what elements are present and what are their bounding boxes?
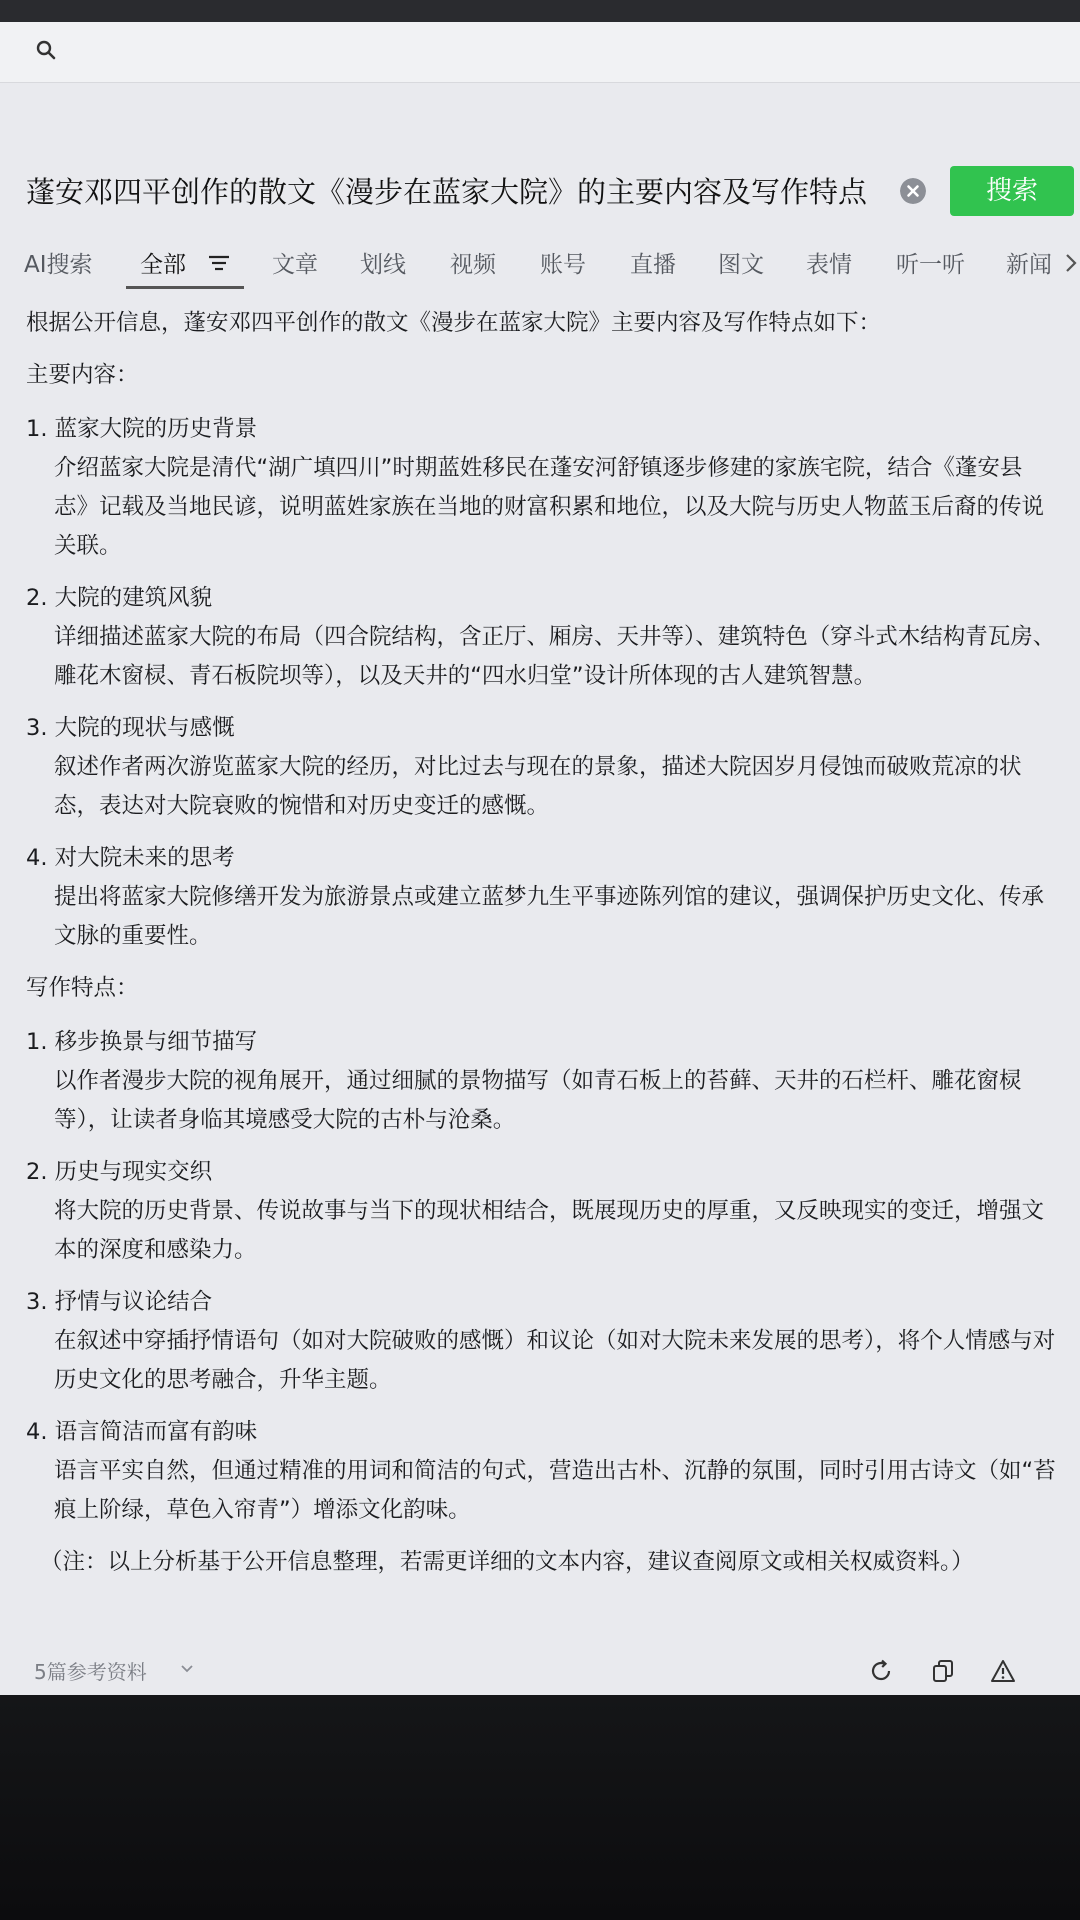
list-item [26,1026,1056,1140]
list-item [26,1156,1056,1270]
list-item-body: 详细描述蓝家大院的布局（四合院结构，含正厅、厢房、天井等）、建筑特色（穿斗式木结构青瓦房、雕花木窗棂、青石板院坝等），以及天井的“四水归堂”设计所体现的古人建筑智慧。 [54,624,1056,689]
tab-image-text[interactable]: 图文 [718,252,764,278]
active-tab-indicator [126,286,244,289]
list-item-body: 将大院的历史背景、传说故事与当下的现状相结合，既展现历史的厚重，又反映现实的变迁，增强文本的深度和感染力。 [54,1198,1045,1263]
search-query-input[interactable]: 蓬安邓四平创作的散文《漫步在蓝家大院》的主要内容及写作特点 [26,175,868,209]
answer-footer [0,1652,1080,1692]
device-top-edge [0,0,1080,22]
writing-features-heading: 写作特点： [26,975,139,1001]
chevron-right-icon[interactable] [1064,252,1078,274]
chevron-down-icon[interactable] [180,1664,194,1674]
list-item-body: 以作者漫步大院的视角展开，通过细腻的景物描写（如青石板上的苔藓、天井的石栏杆、雕花窗棂等），让读者身临其境感受大院的古朴与沧桑。 [54,1068,1022,1133]
list-item-body: 提出将蓝家大院修缮开发为旅游景点或建立蓝梦九生平事迹陈列馆的建议，强调保护历史文化、传承文脉的重要性。 [54,884,1045,949]
refresh-icon[interactable] [868,1658,894,1684]
list-item-title: 2. 大院的建筑风貌 [26,585,213,611]
list-item [26,413,1056,566]
browser-screen [0,22,1080,1695]
tab-news[interactable]: 新闻 [1006,252,1052,278]
clear-icon[interactable] [900,178,926,204]
tab-highlights[interactable]: 划线 [360,252,406,278]
list-item-body: 介绍蓝家大院是清代“湖广填四川”时期蓝姓移民在蓬安河舒镇逐步修建的家族宅院，结合《蓬安县志》记载及当地民谚，说明蓝姓家族在当地的财富积累和地位，以及大院与历史人物蓝玉后裔的传说关联。 [54,455,1045,559]
list-item [26,1416,1056,1530]
tab-accounts[interactable]: 账号 [540,252,586,278]
list-item-body: 在叙述中穿插抒情语句（如对大院破败的感慨）和议论（如对大院未来发展的思考），将个人情感与对历史文化的思考融合，升华主题。 [54,1328,1056,1393]
list-item-title: 4. 语言简洁而富有韵味 [26,1419,258,1445]
search-icon [34,38,58,62]
device-bezel [0,1695,1080,1920]
list-item-title: 1. 蓝家大院的历史背景 [26,416,258,442]
search-tab-bar [0,232,1080,292]
ai-answer [26,307,1056,1578]
list-item [26,1286,1056,1400]
references-toggle[interactable]: 5篇参考资料 [34,1660,147,1684]
list-item-title: 3. 大院的现状与感慨 [26,715,235,741]
main-content-heading: 主要内容： [26,362,139,388]
tab-all[interactable]: 全部 [140,252,186,278]
copy-icon[interactable] [930,1658,956,1684]
answer-note: （注：以上分析基于公开信息整理，若需更详细的文本内容，建议查阅原文或相关权威资料。） [40,1549,974,1575]
warning-icon[interactable] [990,1658,1016,1684]
list-item-title: 3. 抒情与议论结合 [26,1289,213,1315]
tab-live[interactable]: 直播 [630,252,676,278]
list-item [26,712,1056,826]
list-item [26,582,1056,696]
list-item-title: 2. 历史与现实交织 [26,1159,213,1185]
tab-listen[interactable]: 听一听 [896,252,965,278]
list-item-body: 语言平实自然，但通过精准的用词和简洁的句式，营造出古朴、沉静的氛围，同时引用古诗文（如“苔痕上阶绿，草色入帘青”）增添文化韵味。 [54,1458,1056,1523]
filter-icon[interactable] [208,255,230,271]
tab-ai-search[interactable]: AI搜索 [24,252,93,278]
search-query-row [0,152,1080,232]
address-bar[interactable] [0,22,1080,83]
list-item-title: 1. 移步换景与细节描写 [26,1029,258,1055]
list-item [26,842,1056,956]
tab-articles[interactable]: 文章 [272,252,318,278]
list-item-title: 4. 对大院未来的思考 [26,845,235,871]
list-item-body: 叙述作者两次游览蓝家大院的经历，对比过去与现在的景象，描述大院因岁月侵蚀而破败荒凉的状态，表达对大院衰败的惋惜和对历史变迁的感慨。 [54,754,1022,819]
tab-stickers[interactable]: 表情 [806,252,852,278]
answer-intro: 根据公开信息，蓬安邓四平创作的散文《漫步在蓝家大院》主要内容及写作特点如下： [26,310,882,336]
search-button[interactable]: 搜索 [950,166,1074,216]
tab-videos[interactable]: 视频 [450,252,496,278]
